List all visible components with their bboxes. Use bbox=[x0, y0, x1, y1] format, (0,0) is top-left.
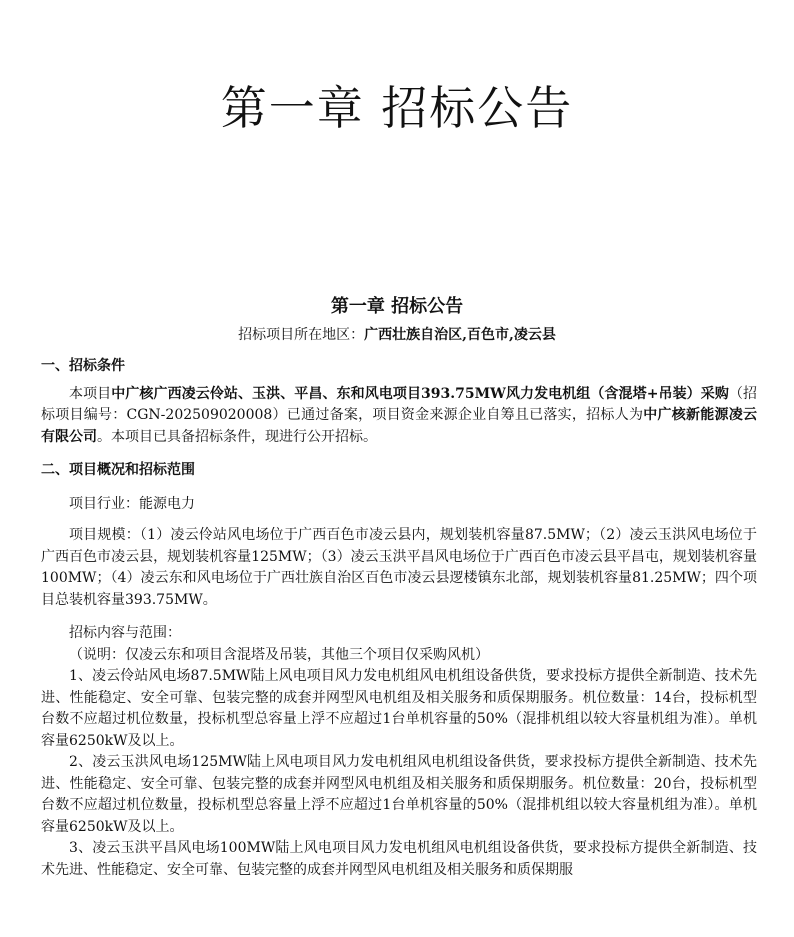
region-line bbox=[0, 324, 794, 344]
region-label: 招标项目所在地区： bbox=[238, 327, 365, 343]
section2-heading: 二、项目概况和招标范围 bbox=[41, 462, 195, 478]
project-scale: 项目规模：（1）凌云伶站风电场位于广西百色市凌云县内，规划装机容量87.5MW；（2）凌云玉洪风电场位于广西百色市凌云县，规划装机容量125MW；（3）凌云玉洪平昌风电场位于广西百色市凌云县平昌屯，规划装机容量100MW；（4）凌云东和风电场位于广西壮族自治区百色市凌云县逻楼镇东北部，规划装机容量81.25MW；四个项目总装机容量393.75MW。 bbox=[41, 527, 757, 608]
section1-suffix: 。本项目已具备招标条件，现进行公开招标。 bbox=[97, 428, 377, 445]
chapter-title-large: 第一章 招标公告 bbox=[220, 81, 574, 135]
scope-note: （说明：仅凌云东和项目含混塔及吊装，其他三个项目仅采购风机） bbox=[69, 646, 489, 663]
section1-middle: （招标项目编号：CGN-202509020008）已通过备案，项目资金来源企业自筹且已落实，招标人为 bbox=[41, 385, 758, 423]
scope-item-2: 2、凌云玉洪风电场125MW陆上风电项目风力发电机组风电机组设备供货，要求投标方提供全新制造、技术先进、性能稳定、安全可靠、包装完整的成套并网型风电机组及相关服务和质保期服务。机位数量：20台，投标机型台数不应超过机位数量，投标机型总容量上浮不应超过1台单机容量的50%（混排机组以较大容量机组为准）。单机容量6250kW及以上。 bbox=[41, 754, 757, 835]
section1-paragraph bbox=[41, 384, 757, 449]
chapter-title: 第一章 招标公告 bbox=[330, 296, 464, 317]
tenderer-name: 中广核新能源凌云有限公司 bbox=[41, 407, 758, 445]
project-name: 中广核广西凌云伶站、玉洪、平昌、东和风电项目393.75MW风力发电机组（含混塔+吊装）采购 bbox=[111, 385, 729, 402]
section1-prefix: 本项目 bbox=[69, 385, 112, 402]
region-value: 广西壮族自治区,百色市,凌云县 bbox=[364, 327, 556, 343]
scope-heading: 招标内容与范围： bbox=[69, 625, 181, 641]
project-industry: 项目行业：能源电力 bbox=[69, 495, 195, 512]
scope-item-1: 1、凌云伶站风电场87.5MW陆上风电项目风力发电机组风电机组设备供货，要求投标方提供全新制造、技术先进、性能稳定、安全可靠、包装完整的成套并网型风电机组及相关服务和质保期服务。机位数量：14台，投标机型台数不应超过机位数量，投标机型总容量上浮不应超过1台单机容量的50%（混排机组以较大容量机组为准）。单机容量6250kW及以上。 bbox=[41, 668, 757, 749]
document-body bbox=[41, 356, 757, 881]
section1-heading: 一、招标条件 bbox=[41, 358, 125, 374]
scope-item-3: 3、凌云玉洪平昌风电场100MW陆上风电项目风力发电机组风电机组设备供货，要求投标方提供全新制造、技术先进、性能稳定、安全可靠、包装完整的成套并网型风电机组及相关服务和质保期服 bbox=[41, 840, 757, 878]
